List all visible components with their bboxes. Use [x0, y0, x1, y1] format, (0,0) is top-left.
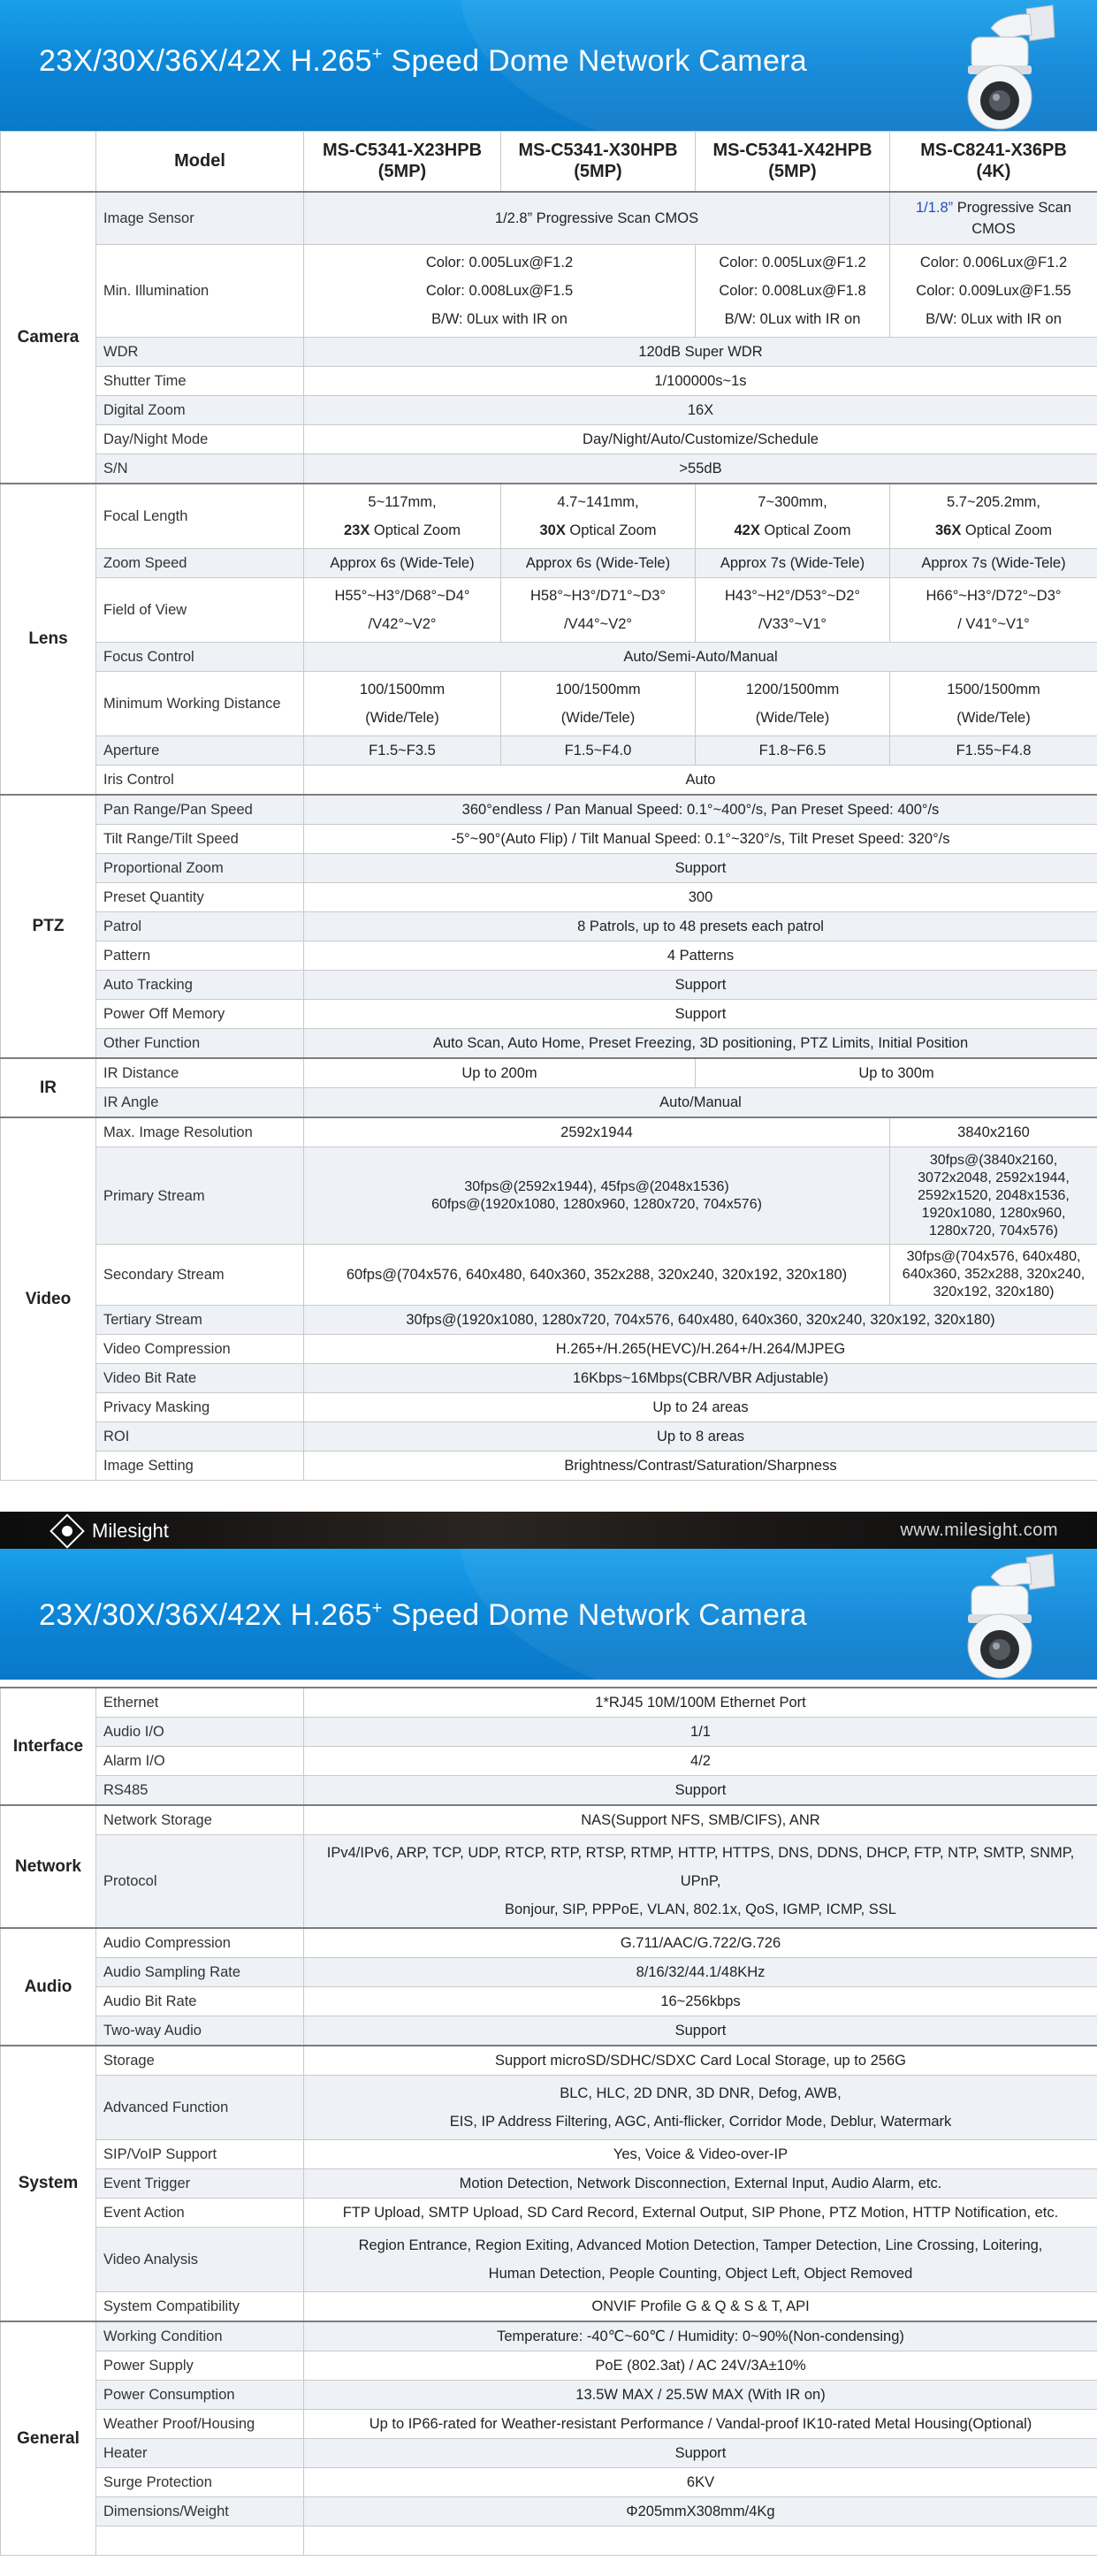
category-lens: Lens	[1, 484, 96, 795]
feature-value: Support	[304, 2016, 1097, 2046]
cell-line: Color: 0.009Lux@F1.55	[916, 283, 1071, 299]
cell-line	[897, 516, 1090, 545]
category-camera: Camera	[1, 192, 96, 484]
feature-value: NAS(Support NFS, SMB/CIFS), ANR	[304, 1805, 1097, 1835]
feature-label: Zoom Speed	[96, 549, 304, 578]
spec-row-auto-tracking	[1, 971, 1097, 1000]
feature-label: Min. Illumination	[96, 245, 304, 338]
feature-label: Tertiary Stream	[96, 1306, 304, 1335]
feature-value	[304, 245, 696, 338]
spec-row-system-compatibility	[1, 2292, 1097, 2322]
spec-row-privacy-masking	[1, 1393, 1097, 1422]
cell-line: 1280x720, 704x576)	[929, 1223, 1058, 1238]
spec-row-preset-quantity	[1, 883, 1097, 912]
feature-value: Auto/Semi-Auto/Manual	[304, 643, 1097, 672]
feature-value	[304, 2076, 1097, 2140]
feature-label: Digital Zoom	[96, 396, 304, 425]
page-title: 23X/30X/36X/42X H.265+ Speed Dome Network Camera	[39, 44, 807, 78]
feature-value: Auto	[304, 766, 1097, 796]
feature-label: Patrol	[96, 912, 304, 941]
model-column-header	[304, 132, 501, 192]
feature-value: Up to 300m	[696, 1058, 1097, 1088]
feature-label: Iris Control	[96, 766, 304, 796]
feature-label: Power Supply	[96, 2351, 304, 2381]
cell-line: 30fps@(2592x1944), 45fps@(2048x1536)	[464, 1178, 729, 1194]
spec-row-sip-voip-support	[1, 2140, 1097, 2169]
spec-row-image-sensor	[1, 192, 1097, 245]
spec-row-patrol	[1, 912, 1097, 941]
cell-line: H66°~H3°/D72°~D3°	[926, 588, 1062, 604]
spec-row-event-action	[1, 2199, 1097, 2228]
spec-row-max-image-resolution	[1, 1117, 1097, 1147]
feature-value	[890, 245, 1097, 338]
feature-label: Day/Night Mode	[96, 425, 304, 454]
category-video: Video	[1, 1117, 96, 1481]
model-label: Model	[96, 132, 304, 192]
feature-value	[696, 245, 890, 338]
spec-row-proportional-zoom	[1, 854, 1097, 883]
cell-line: 3072x2048, 2592x1944,	[918, 1170, 1070, 1185]
feature-label: Two-way Audio	[96, 2016, 304, 2046]
feature-label: Audio Bit Rate	[96, 1987, 304, 2016]
spec-row-power-off-memory	[1, 1000, 1097, 1029]
feature-value: Support	[304, 854, 1097, 883]
feature-value	[890, 672, 1097, 736]
speed-dome-camera-icon	[938, 1551, 1062, 1679]
feature-value	[501, 578, 696, 643]
feature-value: 16X	[304, 396, 1097, 425]
feature-label: SIP/VoIP Support	[96, 2140, 304, 2169]
feature-value: Support	[304, 971, 1097, 1000]
cell-line	[703, 516, 882, 545]
spec-row-digital-zoom	[1, 396, 1097, 425]
cell-line: 640x360, 352x288, 320x240,	[902, 1267, 1086, 1282]
model-name: MS-C5341-X30HPB	[518, 141, 678, 161]
feature-label: Power Consumption	[96, 2381, 304, 2410]
feature-label: Power Off Memory	[96, 1000, 304, 1029]
feature-label: Event Action	[96, 2199, 304, 2228]
zoom-factor: 23X	[343, 522, 370, 538]
model-name: MS-C8241-X36PB	[920, 141, 1067, 161]
feature-label: IR Angle	[96, 1088, 304, 1118]
feature-value: 16~256kbps	[304, 1987, 1097, 2016]
spec-row-weather-proof-housing	[1, 2410, 1097, 2439]
model-resolution: (5MP)	[574, 162, 622, 182]
feature-value: 120dB Super WDR	[304, 338, 1097, 367]
header-banner-2	[0, 1549, 1097, 1680]
spec-row-pan-range-pan-speed	[1, 795, 1097, 825]
feature-value	[304, 2228, 1097, 2292]
feature-label: Secondary Stream	[96, 1245, 304, 1306]
spec-row-audio-bit-rate	[1, 1987, 1097, 2016]
cell-line: Bonjour, SIP, PPPoE, VLAN, 802.1x, QoS, IGMP, ICMP, SSL	[505, 1902, 896, 1917]
feature-label	[96, 2526, 304, 2556]
spec-row-ir-angle	[1, 1088, 1097, 1118]
feature-label: Image Setting	[96, 1452, 304, 1481]
feature-value: 2592x1944	[304, 1117, 890, 1147]
cell-line: EIS, IP Address Filtering, AGC, Anti-flicker, Corridor Mode, Deblur, Watermark	[449, 2114, 952, 2130]
feature-value: F1.8~F6.5	[696, 736, 890, 766]
sensor-type-text: Progressive Scan CMOS	[953, 199, 1072, 237]
model-resolution: (5MP)	[377, 162, 427, 182]
feature-value: 8/16/32/44.1/48KHz	[304, 1958, 1097, 1987]
feature-value: Up to 200m	[304, 1058, 696, 1088]
category-ptz: PTZ	[1, 795, 96, 1058]
feature-value: F1.5~F4.0	[501, 736, 696, 766]
feature-label: Proportional Zoom	[96, 854, 304, 883]
category-general: General	[1, 2321, 96, 2556]
feature-label: Other Function	[96, 1029, 304, 1059]
cell-line: /V33°~V1°	[758, 616, 827, 632]
feature-value: Approx 7s (Wide-Tele)	[890, 549, 1097, 578]
cell-line: /V42°~V2°	[368, 616, 437, 632]
zoom-factor: 42X	[734, 522, 760, 538]
feature-value: Support microSD/SDHC/SDXC Card Local Storage, up to 256G	[304, 2046, 1097, 2076]
feature-label: Surge Protection	[96, 2468, 304, 2497]
feature-label: Event Trigger	[96, 2169, 304, 2199]
model-resolution: (5MP)	[768, 162, 817, 182]
zoom-label: Optical Zoom	[565, 522, 657, 538]
feature-label: Tilt Range/Tilt Speed	[96, 825, 304, 854]
cell-line: H55°~H3°/D68°~D4°	[334, 588, 470, 604]
category-ir: IR	[1, 1058, 96, 1117]
cell-line: Human Detection, People Counting, Object Left, Object Removed	[488, 2266, 913, 2282]
cell-line: 30fps@(704x576, 640x480,	[906, 1249, 1081, 1264]
feature-value: Approx 6s (Wide-Tele)	[304, 549, 501, 578]
feature-label: Focal Length	[96, 484, 304, 549]
feature-value: 60fps@(704x576, 640x480, 640x360, 352x288, 320x240, 320x192, 320x180)	[304, 1245, 890, 1306]
feature-label: Shutter Time	[96, 367, 304, 396]
feature-value	[696, 484, 890, 549]
feature-value: 30fps@(1920x1080, 1280x720, 704x576, 640x480, 640x360, 320x240, 320x192, 320x180)	[304, 1306, 1097, 1335]
feature-value: 1/100000s~1s	[304, 367, 1097, 396]
spec-row-iris-control	[1, 766, 1097, 796]
spec-row-protocol	[1, 1835, 1097, 1929]
cell-line: Color: 0.008Lux@F1.5	[425, 283, 574, 299]
feature-label: Protocol	[96, 1835, 304, 1929]
feature-value: Support	[304, 2439, 1097, 2468]
spec-row-primary-stream	[1, 1147, 1097, 1245]
feature-value: Brightness/Contrast/Saturation/Sharpness	[304, 1452, 1097, 1481]
spec-row-dimensions-weight	[1, 2497, 1097, 2526]
spec-row-day-night-mode	[1, 425, 1097, 454]
category-interface: Interface	[1, 1688, 96, 1805]
feature-value: Support	[304, 1776, 1097, 1806]
spec-row-image-setting	[1, 1452, 1097, 1481]
feature-value: 6KV	[304, 2468, 1097, 2497]
feature-label: Focus Control	[96, 643, 304, 672]
cell-line: 320x192, 320x180)	[933, 1284, 1055, 1299]
spec-row-tilt-range-tilt-speed	[1, 825, 1097, 854]
feature-value	[304, 1835, 1097, 1929]
zoom-label: Optical Zoom	[369, 522, 461, 538]
feature-value: 1/2.8” Progressive Scan CMOS	[304, 192, 890, 245]
model-name: MS-C5341-X42HPB	[712, 141, 872, 161]
feature-label: Video Analysis	[96, 2228, 304, 2292]
feature-label: Pan Range/Pan Speed	[96, 795, 304, 825]
feature-value	[696, 578, 890, 643]
feature-label: WDR	[96, 338, 304, 367]
feature-label: Pattern	[96, 941, 304, 971]
cell-line: Color: 0.005Lux@F1.2	[719, 255, 866, 271]
feature-label: Working Condition	[96, 2321, 304, 2351]
feature-value: Auto Scan, Auto Home, Preset Freezing, 3D positioning, PTZ Limits, Initial Position	[304, 1029, 1097, 1059]
feature-value	[890, 192, 1097, 245]
feature-value: -5°~90°(Auto Flip) / Tilt Manual Speed: 0.1°~320°/s, Tilt Preset Speed: 320°/s	[304, 825, 1097, 854]
spec-row-rs485	[1, 1776, 1097, 1806]
feature-value: Approx 6s (Wide-Tele)	[501, 549, 696, 578]
spec-row-focus-control	[1, 643, 1097, 672]
feature-value	[890, 484, 1097, 549]
spec-row-advanced-function	[1, 2076, 1097, 2140]
feature-label: Minimum Working Distance	[96, 672, 304, 736]
feature-label: Audio Compression	[96, 1928, 304, 1958]
feature-value	[890, 578, 1097, 643]
spec-row-wdr	[1, 338, 1097, 367]
feature-value	[501, 672, 696, 736]
cell-line: BLC, HLC, 2D DNR, 3D DNR, Defog, AWB,	[560, 2085, 842, 2101]
feature-value: F1.5~F3.5	[304, 736, 501, 766]
feature-label: IR Distance	[96, 1058, 304, 1088]
spec-table-page1	[0, 131, 1097, 1481]
cell-line: Color: 0.006Lux@F1.2	[919, 255, 1068, 271]
cell-line: 100/1500mm	[359, 682, 446, 697]
cell-line: B/W: 0Lux with IR on	[926, 311, 1062, 327]
cell-line: 30fps@(3840x2160,	[929, 1152, 1058, 1168]
page-title-2: 23X/30X/36X/42X H.265+ Speed Dome Network Camera	[39, 1598, 807, 1632]
spec-row-video-bit-rate	[1, 1364, 1097, 1393]
feature-label: Advanced Function	[96, 2076, 304, 2140]
feature-label: Image Sensor	[96, 192, 304, 245]
feature-label: Dimensions/Weight	[96, 2497, 304, 2526]
feature-label: Auto Tracking	[96, 971, 304, 1000]
cell-line: (Wide/Tele)	[560, 710, 636, 726]
cell-line: Color: 0.005Lux@F1.2	[425, 255, 574, 271]
feature-value	[304, 578, 501, 643]
feature-value: 13.5W MAX / 25.5W MAX (With IR on)	[304, 2381, 1097, 2410]
feature-value: H.265+/H.265(HEVC)/H.264+/H.264/MJPEG	[304, 1335, 1097, 1364]
model-column-header	[890, 132, 1097, 192]
cell-line: 4.7~141mm,	[557, 494, 639, 510]
feature-label: Audio Sampling Rate	[96, 1958, 304, 1987]
feature-label: Privacy Masking	[96, 1393, 304, 1422]
feature-value: 1/1	[304, 1718, 1097, 1747]
feature-value: 3840x2160	[890, 1117, 1097, 1147]
cell-line: / V41°~V1°	[957, 616, 1030, 632]
spec-row-aperture	[1, 736, 1097, 766]
feature-value	[304, 2526, 1097, 2556]
header-banner	[0, 0, 1097, 131]
feature-value: PoE (802.3at) / AC 24V/3A±10%	[304, 2351, 1097, 2381]
model-column-header	[501, 132, 696, 192]
feature-value: 1*RJ45 10M/100M Ethernet Port	[304, 1688, 1097, 1718]
feature-label: System Compatibility	[96, 2292, 304, 2322]
feature-label: Heater	[96, 2439, 304, 2468]
spec-row-event-trigger	[1, 2169, 1097, 2199]
spec-row-roi	[1, 1422, 1097, 1452]
cell-line: 5.7~205.2mm,	[947, 494, 1040, 510]
milesight-logo: Milesight	[55, 1519, 169, 1543]
feature-label: Aperture	[96, 736, 304, 766]
spec-row-video-compression	[1, 1335, 1097, 1364]
spec-row-audio-i-o	[1, 1718, 1097, 1747]
spec-row-storage	[1, 2046, 1097, 2076]
cell-line: 100/1500mm	[555, 682, 641, 697]
spec-row-pattern	[1, 941, 1097, 971]
spec-row-audio-compression	[1, 1928, 1097, 1958]
sensor-size-highlight: 1/1.8”	[915, 199, 954, 216]
cell-line: B/W: 0Lux with IR on	[724, 311, 861, 327]
cell-line: (Wide/Tele)	[755, 710, 830, 726]
cell-line: (Wide/Tele)	[365, 710, 439, 726]
cell-line: H58°~H3°/D71°~D3°	[530, 588, 666, 604]
feature-label: Max. Image Resolution	[96, 1117, 304, 1147]
cell-line: /V44°~V2°	[564, 616, 632, 632]
zoom-factor: 36X	[934, 522, 962, 538]
feature-value: 360°endless / Pan Manual Speed: 0.1°~400°/s, Pan Preset Speed: 400°/s	[304, 795, 1097, 825]
feature-value: Day/Night/Auto/Customize/Schedule	[304, 425, 1097, 454]
spec-row-zoom-speed	[1, 549, 1097, 578]
cell-line	[508, 516, 688, 545]
spec-row-surge-protection	[1, 2468, 1097, 2497]
cell-line: B/W: 0Lux with IR on	[431, 311, 568, 327]
feature-label: Field of View	[96, 578, 304, 643]
feature-label: Storage	[96, 2046, 304, 2076]
cell-line: IPv4/IPv6, ARP, TCP, UDP, RTCP, RTP, RTSP, RTMP, HTTP, HTTPS, DNS, DDNS, DHCP, FTP, NTP, SMTP, SNMP, UPnP,	[326, 1845, 1075, 1889]
feature-value	[304, 1147, 890, 1245]
spec-row-video-analysis	[1, 2228, 1097, 2292]
feature-value: F1.55~F4.8	[890, 736, 1097, 766]
feature-label: RS485	[96, 1776, 304, 1806]
spec-row-tertiary-stream	[1, 1306, 1097, 1335]
spec-row-s-n	[1, 454, 1097, 484]
category-system: System	[1, 2046, 96, 2321]
spec-row-focal-length	[1, 484, 1097, 549]
feature-value: 300	[304, 883, 1097, 912]
feature-label: Weather Proof/Housing	[96, 2410, 304, 2439]
feature-label: Alarm I/O	[96, 1747, 304, 1776]
spec-row-blank	[1, 2526, 1097, 2556]
speed-dome-camera-icon	[938, 2, 1062, 130]
feature-value: Auto/Manual	[304, 1088, 1097, 1118]
feature-label: Ethernet	[96, 1688, 304, 1718]
feature-value: >55dB	[304, 454, 1097, 484]
feature-value	[304, 672, 501, 736]
cell-line: Color: 0.008Lux@F1.8	[719, 283, 866, 299]
cell-line: 7~300mm,	[758, 494, 827, 510]
feature-value	[696, 672, 890, 736]
feature-label: Audio I/O	[96, 1718, 304, 1747]
spec-row-shutter-time	[1, 367, 1097, 396]
feature-value: Up to 8 areas	[304, 1422, 1097, 1452]
feature-value: Up to IP66-rated for Weather-resistant Performance / Vandal-proof IK10-rated Metal Housing(Optional)	[304, 2410, 1097, 2439]
feature-label: Video Bit Rate	[96, 1364, 304, 1393]
model-column-header	[696, 132, 890, 192]
spec-row-field-of-view	[1, 578, 1097, 643]
cell-line: 1200/1500mm	[745, 682, 840, 697]
blank-header-cell	[1, 132, 96, 192]
feature-label: Video Compression	[96, 1335, 304, 1364]
feature-label: ROI	[96, 1422, 304, 1452]
model-resolution: (4K)	[976, 162, 1011, 182]
feature-value: 4 Patterns	[304, 941, 1097, 971]
feature-value: Approx 7s (Wide-Tele)	[696, 549, 890, 578]
category-network: Network	[1, 1805, 96, 1928]
cell-line: Region Entrance, Region Exiting, Advanced Motion Detection, Tamper Detection, Line Crossing, Loitering,	[358, 2237, 1043, 2253]
feature-value: G.711/AAC/G.722/G.726	[304, 1928, 1097, 1958]
feature-value: Motion Detection, Network Disconnection, External Input, Audio Alarm, etc.	[304, 2169, 1097, 2199]
spec-row-heater	[1, 2439, 1097, 2468]
feature-value: 16Kbps~16Mbps(CBR/VBR Adjustable)	[304, 1364, 1097, 1393]
feature-value: FTP Upload, SMTP Upload, SD Card Record, External Output, SIP Phone, PTZ Motion, HTTP Notification, etc.	[304, 2199, 1097, 2228]
spec-row-network-storage	[1, 1805, 1097, 1835]
spec-table-page2	[0, 1687, 1097, 2556]
feature-value	[304, 484, 501, 549]
feature-value	[890, 1147, 1097, 1245]
spec-row-other-function	[1, 1029, 1097, 1059]
spec-row-alarm-i-o	[1, 1747, 1097, 1776]
feature-label: Preset Quantity	[96, 883, 304, 912]
spec-row-secondary-stream	[1, 1245, 1097, 1306]
spec-row-ethernet	[1, 1688, 1097, 1718]
zoom-factor: 30X	[539, 522, 566, 538]
zoom-label: Optical Zoom	[961, 522, 1053, 538]
spec-row-two-way-audio	[1, 2016, 1097, 2046]
spec-row-audio-sampling-rate	[1, 1958, 1097, 1987]
model-header-row	[1, 132, 1097, 192]
cell-line: 1500/1500mm	[947, 682, 1040, 697]
feature-value: Support	[304, 1000, 1097, 1029]
feature-label: Network Storage	[96, 1805, 304, 1835]
spec-row-min-illumination	[1, 245, 1097, 338]
cell-line: 60fps@(1920x1080, 1280x960, 1280x720, 704x576)	[431, 1196, 762, 1212]
feature-value: Yes, Voice & Video-over-IP	[304, 2140, 1097, 2169]
cell-line: 1920x1080, 1280x960,	[921, 1205, 1066, 1221]
feature-value: ONVIF Profile G & Q & S & T, API	[304, 2292, 1097, 2322]
brand-bar	[0, 1512, 1097, 1549]
category-audio: Audio	[1, 1928, 96, 2046]
feature-value: Temperature: -40℃~60℃ / Humidity: 0~90%(Non-condensing)	[304, 2321, 1097, 2351]
feature-value: 8 Patrols, up to 48 presets each patrol	[304, 912, 1097, 941]
feature-value: 4/2	[304, 1747, 1097, 1776]
feature-label: S/N	[96, 454, 304, 484]
feature-label: Primary Stream	[96, 1147, 304, 1245]
spec-row-minimum-working-distance	[1, 672, 1097, 736]
cell-line: 2592x1520, 2048x1536,	[918, 1187, 1070, 1203]
zoom-label: Optical Zoom	[759, 522, 851, 538]
spec-row-ir-distance	[1, 1058, 1097, 1088]
model-name: MS-C5341-X23HPB	[322, 141, 483, 161]
spec-row-power-supply	[1, 2351, 1097, 2381]
feature-value	[501, 484, 696, 549]
cell-line: 5~117mm,	[368, 494, 437, 510]
cell-line: (Wide/Tele)	[956, 710, 1031, 726]
feature-value: Φ205mmX308mm/4Kg	[304, 2497, 1097, 2526]
cell-line	[311, 516, 493, 545]
spec-row-power-consumption	[1, 2381, 1097, 2410]
spec-row-working-condition	[1, 2321, 1097, 2351]
feature-value: Up to 24 areas	[304, 1393, 1097, 1422]
cell-line: H43°~H2°/D53°~D2°	[725, 588, 860, 604]
feature-value	[890, 1245, 1097, 1306]
website-url: www.milesight.com	[900, 1520, 1058, 1540]
